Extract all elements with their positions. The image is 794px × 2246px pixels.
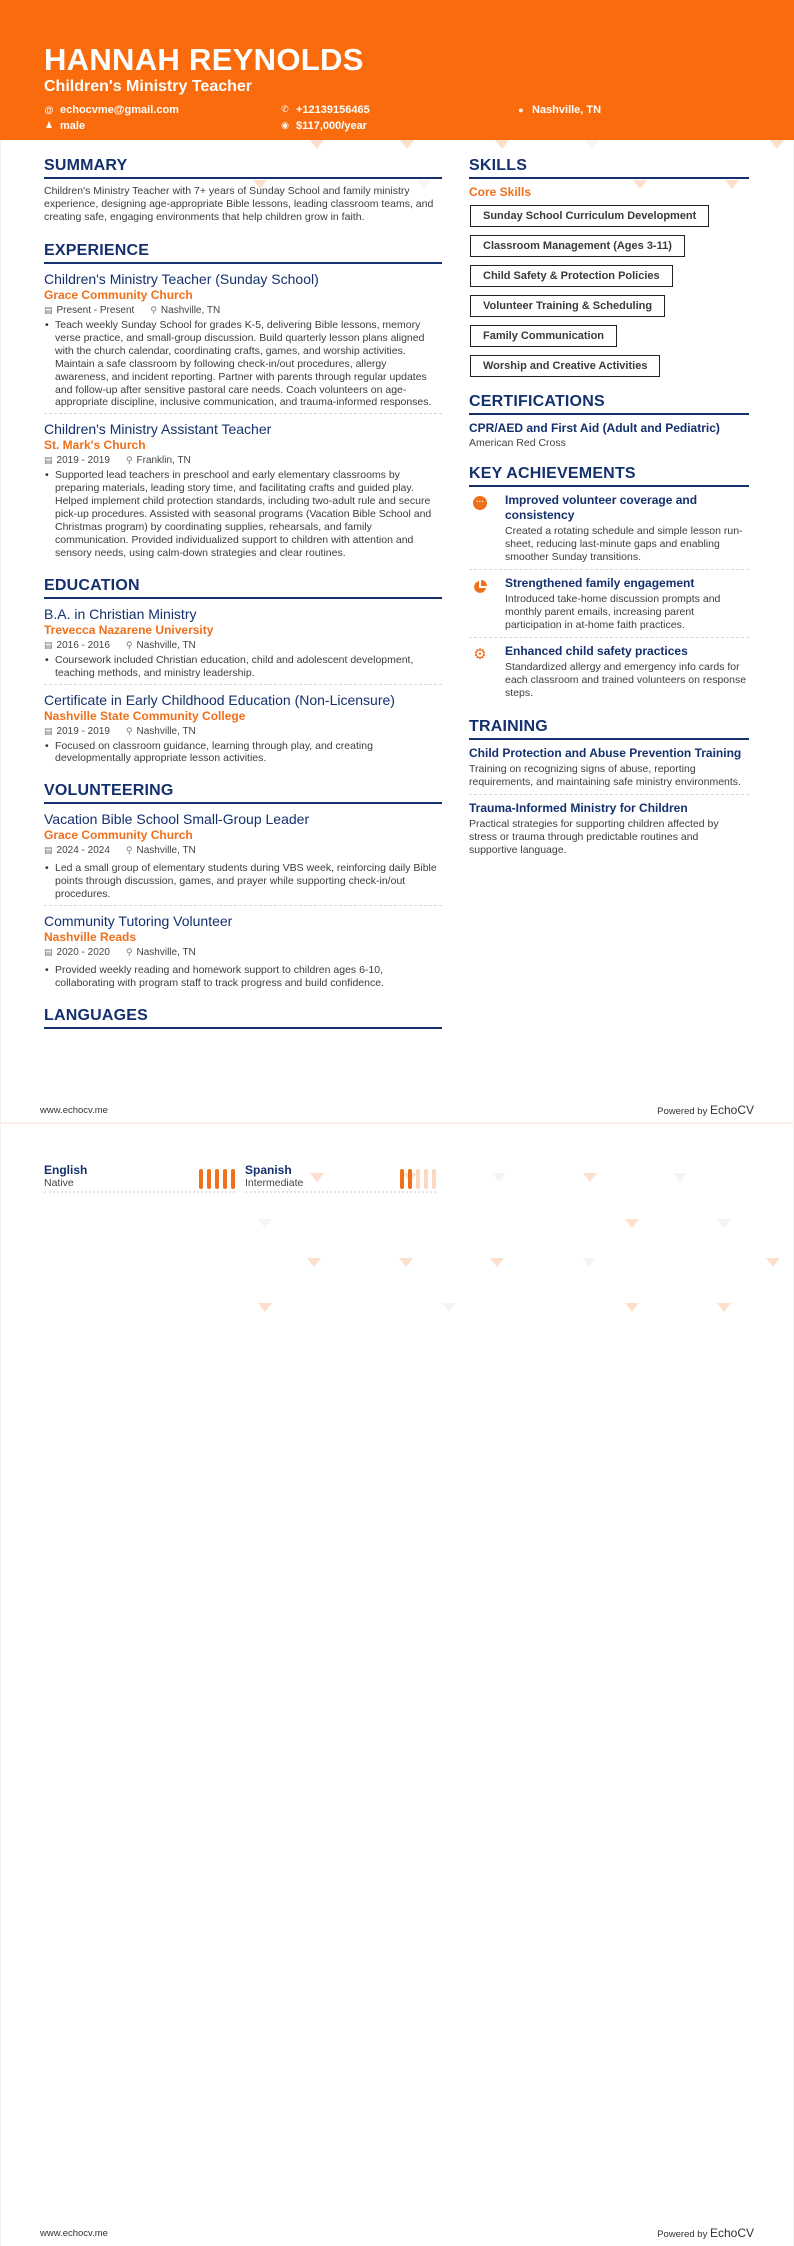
decor-triangle bbox=[400, 140, 414, 149]
calendar-icon: ▤ bbox=[44, 305, 53, 315]
organization: Nashville Reads bbox=[44, 930, 137, 945]
brand-name: EchoCV bbox=[709, 2226, 754, 2240]
date-range: 2024 - 2024 bbox=[56, 845, 110, 857]
contact-gender: ♟ male bbox=[44, 119, 86, 132]
experience-section bbox=[44, 241, 442, 564]
languages-section bbox=[44, 1006, 442, 1029]
candidate-name: HANNAH REYNOLDS bbox=[44, 42, 364, 77]
language-name: English bbox=[44, 1163, 88, 1177]
training-description: Training on recognizing signs of abuse, reporting requirements, and maintaining safe ministry environments. bbox=[469, 763, 741, 788]
entry-meta bbox=[44, 725, 442, 738]
achievement-description: Introduced take-home discussion prompts and monthly parent emails, increasing parent participation in at-home faith practices. bbox=[505, 593, 721, 631]
summary-section bbox=[44, 156, 442, 224]
skill-chip: Worship and Creative Activities bbox=[470, 355, 660, 377]
bullet-item: • Focused on classroom guidance, learning through play, and creating developmentally appropriate lesson activities. bbox=[44, 740, 442, 766]
decor-triangle bbox=[495, 140, 509, 149]
location: Nashville, TN bbox=[136, 639, 196, 651]
footer-website[interactable]: www.echocv.me bbox=[40, 2227, 108, 2239]
decor-triangle bbox=[310, 140, 324, 149]
role-title: Vacation Bible School Small-Group Leader bbox=[44, 811, 310, 828]
employer: St. Mark's Church bbox=[44, 438, 146, 453]
calendar-icon: ▤ bbox=[44, 455, 53, 466]
left-column bbox=[44, 156, 442, 1029]
location: Nashville, TN bbox=[136, 947, 196, 959]
language-item bbox=[44, 1163, 235, 1193]
decor-triangle bbox=[583, 1173, 597, 1182]
achievement-description: Standardized allergy and emergency info cards for each classroom and trained volunteers on response steps. bbox=[505, 661, 747, 699]
map-pin-icon: ⚲ bbox=[150, 305, 157, 315]
job-title: Children's Ministry Assistant Teacher bbox=[44, 421, 272, 438]
resume-page-2 bbox=[0, 1122, 794, 2246]
date-range: 2019 - 2019 bbox=[56, 725, 110, 737]
achievement-item bbox=[469, 487, 749, 570]
contact-list bbox=[44, 103, 794, 132]
decor-triangle bbox=[492, 1173, 506, 1182]
decor-triangle bbox=[490, 1258, 504, 1267]
section-title: VOLUNTEERING bbox=[44, 781, 442, 804]
education-section bbox=[44, 576, 442, 770]
location: Nashville, TN bbox=[160, 305, 221, 316]
skill-chip: Child Safety & Protection Policies bbox=[470, 265, 673, 287]
degree-title: B.A. in Christian Ministry bbox=[44, 605, 197, 622]
page-footer bbox=[40, 2226, 754, 2240]
map-pin-icon: ⚲ bbox=[125, 725, 133, 736]
page-footer bbox=[40, 1103, 754, 1117]
certifications-section bbox=[469, 392, 749, 450]
powered-by: Powered by EchoCV bbox=[657, 2226, 754, 2240]
decor-triangle bbox=[673, 1173, 687, 1182]
volunteering-entry bbox=[44, 804, 442, 906]
employer: Grace Community Church bbox=[44, 288, 193, 302]
section-title: SUMMARY bbox=[44, 156, 442, 179]
summary-text: Children's Ministry Teacher with 7+ years of Sunday School and family ministry experience, designing age-appropriate Bible lessons, leading classroom teams, and creating safe, engaging environments that help children grow in faith. bbox=[44, 185, 434, 223]
candidate-title: Children's Ministry Teacher bbox=[44, 78, 253, 95]
training-item bbox=[469, 795, 749, 862]
training-title: Child Protection and Abuse Prevention Training bbox=[469, 746, 742, 760]
achievement-title: Strengthened family engagement bbox=[505, 576, 695, 590]
date-range: 2019 - 2019 bbox=[56, 455, 110, 467]
decor-triangle bbox=[625, 1219, 639, 1228]
volunteering-entry bbox=[44, 906, 442, 994]
entry-meta bbox=[44, 946, 442, 959]
decor-triangle bbox=[307, 1258, 321, 1267]
training-section bbox=[469, 717, 749, 862]
language-name: Spanish bbox=[245, 1163, 292, 1177]
dollar-coin-icon: ◉ bbox=[281, 120, 289, 130]
decor-triangle bbox=[399, 1258, 413, 1267]
language-item bbox=[245, 1163, 436, 1193]
skill-group-title: Core Skills bbox=[469, 185, 532, 199]
contact-phone[interactable]: ✆ +12139156465 bbox=[281, 103, 370, 116]
location: Franklin, TN bbox=[136, 455, 191, 467]
map-pin-icon: ● bbox=[518, 104, 524, 115]
calendar-icon: ▤ bbox=[44, 845, 53, 856]
ellipsis-circle-icon: ··· bbox=[473, 496, 487, 510]
phone-icon: ✆ bbox=[281, 104, 289, 114]
calendar-icon: ▤ bbox=[44, 947, 53, 958]
map-pin-icon: ⚲ bbox=[125, 455, 133, 466]
footer-website[interactable]: www.echocv.me bbox=[40, 1104, 108, 1116]
training-description: Practical strategies for supporting children affected by stress or trauma through predictable routines and supportive language. bbox=[469, 818, 719, 856]
date-range: Present - Present bbox=[56, 305, 135, 316]
date-range: 2020 - 2020 bbox=[56, 947, 110, 959]
skill-chip: Family Communication bbox=[470, 325, 617, 347]
map-pin-icon: ⚲ bbox=[125, 639, 133, 650]
location: Nashville, TN bbox=[136, 845, 196, 857]
entry-meta bbox=[44, 454, 442, 467]
entry-meta bbox=[44, 304, 442, 317]
role-title: Community Tutoring Volunteer bbox=[44, 913, 233, 930]
achievement-title: Improved volunteer coverage and consistency bbox=[505, 493, 698, 522]
section-title: LANGUAGES bbox=[44, 1006, 442, 1029]
powered-by: Powered by EchoCV bbox=[657, 1103, 754, 1117]
organization: Grace Community Church bbox=[44, 828, 193, 843]
achievement-item bbox=[469, 638, 749, 705]
skill-chip: Sunday School Curriculum Development bbox=[470, 205, 709, 227]
gear-icon: ⚙ bbox=[473, 646, 487, 663]
section-title: EDUCATION bbox=[44, 576, 442, 599]
experience-entry bbox=[44, 414, 442, 563]
education-entry bbox=[44, 599, 442, 685]
decor-triangle bbox=[717, 1303, 731, 1312]
experience-entry bbox=[44, 264, 442, 414]
bullet-item: • Teach weekly Sunday School for grades K-5, delivering Bible lessons, memory verse practice, and small-group discussion. Build quarterly lesson plans aligned with the church calendar, coordinating crafts, games, and worship activities. Maintain a safe classroom by following check-in/out procedures, allergy awareness, and incident reporting. Partner with parents through regular updates and follow-up after sensitive pastoral care needs. Coach volunteers on age-appropriate discipline, inclusive communication, and trauma-informed responses. bbox=[44, 319, 442, 409]
achievement-description: Created a rotating schedule and simple lesson run-sheet, reducing last-minute gaps and enabling smoother Sunday transitions. bbox=[505, 525, 743, 563]
decor-triangle bbox=[258, 1303, 272, 1312]
training-title: Trauma-Informed Ministry for Children bbox=[469, 801, 688, 815]
section-title: CERTIFICATIONS bbox=[469, 392, 749, 415]
training-item bbox=[469, 740, 749, 795]
proficiency-bars bbox=[199, 1169, 235, 1189]
skill-chip: Volunteer Training & Scheduling bbox=[470, 295, 665, 317]
decor-triangle bbox=[717, 1219, 731, 1228]
right-column bbox=[469, 156, 749, 862]
decor-triangle bbox=[582, 1258, 596, 1267]
contact-salary: ◉ $117,000/year bbox=[281, 119, 367, 132]
institution: Nashville State Community College bbox=[44, 708, 246, 723]
bullet-item: • Led a small group of elementary students during VBS week, reinforcing daily Bible points through discussion, games, and prayer while supporting check-in/out procedures. bbox=[44, 862, 442, 901]
bullet-item: • Coursework included Christian education, child and adolescent development, teaching methods, and ministry leadership. bbox=[44, 654, 442, 680]
calendar-icon: ▤ bbox=[44, 725, 53, 736]
brand-name: EchoCV bbox=[709, 1103, 754, 1117]
at-sign-icon: @ bbox=[44, 104, 54, 115]
decor-triangle bbox=[770, 140, 784, 149]
person-icon: ♟ bbox=[44, 120, 54, 130]
contact-location: ● Nashville, TN bbox=[516, 103, 752, 116]
section-title: KEY ACHIEVEMENTS bbox=[469, 464, 749, 487]
certification-issuer: American Red Cross bbox=[469, 437, 566, 449]
entry-meta bbox=[44, 844, 442, 857]
decor-triangle bbox=[585, 140, 599, 149]
institution: Trevecca Nazarene University bbox=[44, 622, 214, 637]
entry-meta bbox=[44, 639, 442, 652]
skills-section bbox=[469, 156, 749, 382]
volunteering-section bbox=[44, 781, 442, 994]
calendar-icon: ▤ bbox=[44, 639, 53, 650]
bullet-item: • Provided weekly reading and homework support to children ages 6-10, collaborating with program staff to track progress and build confidence. bbox=[44, 964, 442, 990]
section-title: SKILLS bbox=[469, 156, 749, 179]
language-level: Intermediate bbox=[245, 1177, 304, 1189]
map-pin-icon: ⚲ bbox=[125, 947, 133, 958]
resume-header bbox=[0, 0, 794, 140]
bullet-item: • Supported lead teachers in preschool and early elementary classrooms by preparing materials, leading story time, and facilitating crafts and guided play. Helped implement child protection standards, including two-adult rule and secure pick-up procedures. Assisted with seasonal programs (Vacation Bible School and Christmas program) by coordinating supplies, rehearsals, and family communication. Provided individualized support to children with attention and sensory needs, using calm-down strategies and clear routines. bbox=[44, 469, 442, 559]
achievement-item bbox=[469, 570, 749, 638]
achievements-section bbox=[469, 464, 749, 705]
job-title: Children's Ministry Teacher (Sunday School) bbox=[44, 271, 319, 287]
section-title: TRAINING bbox=[469, 717, 749, 740]
certification-name: CPR/AED and First Aid (Adult and Pediatric) bbox=[469, 421, 720, 435]
pie-chart-icon bbox=[472, 579, 488, 595]
degree-title: Certificate in Early Childhood Education (Non-Licensure) bbox=[44, 691, 395, 708]
skill-list bbox=[469, 202, 749, 382]
achievement-title: Enhanced child safety practices bbox=[505, 644, 688, 658]
decor-triangle bbox=[625, 1303, 639, 1312]
decor-triangle bbox=[258, 1219, 272, 1228]
proficiency-bars bbox=[400, 1169, 436, 1189]
date-range: 2016 - 2016 bbox=[56, 639, 110, 651]
map-pin-icon: ⚲ bbox=[125, 845, 133, 856]
contact-email[interactable]: @ echocvme@gmail.com bbox=[44, 103, 179, 116]
language-list bbox=[44, 1163, 436, 1193]
decor-triangle bbox=[442, 1303, 456, 1312]
page-divider bbox=[0, 1122, 794, 1123]
skill-chip: Classroom Management (Ages 3-11) bbox=[470, 235, 685, 257]
decor-triangle bbox=[766, 1258, 780, 1267]
language-level: Native bbox=[44, 1177, 74, 1189]
section-title: EXPERIENCE bbox=[44, 241, 442, 264]
location: Nashville, TN bbox=[136, 725, 196, 737]
education-entry bbox=[44, 685, 442, 770]
